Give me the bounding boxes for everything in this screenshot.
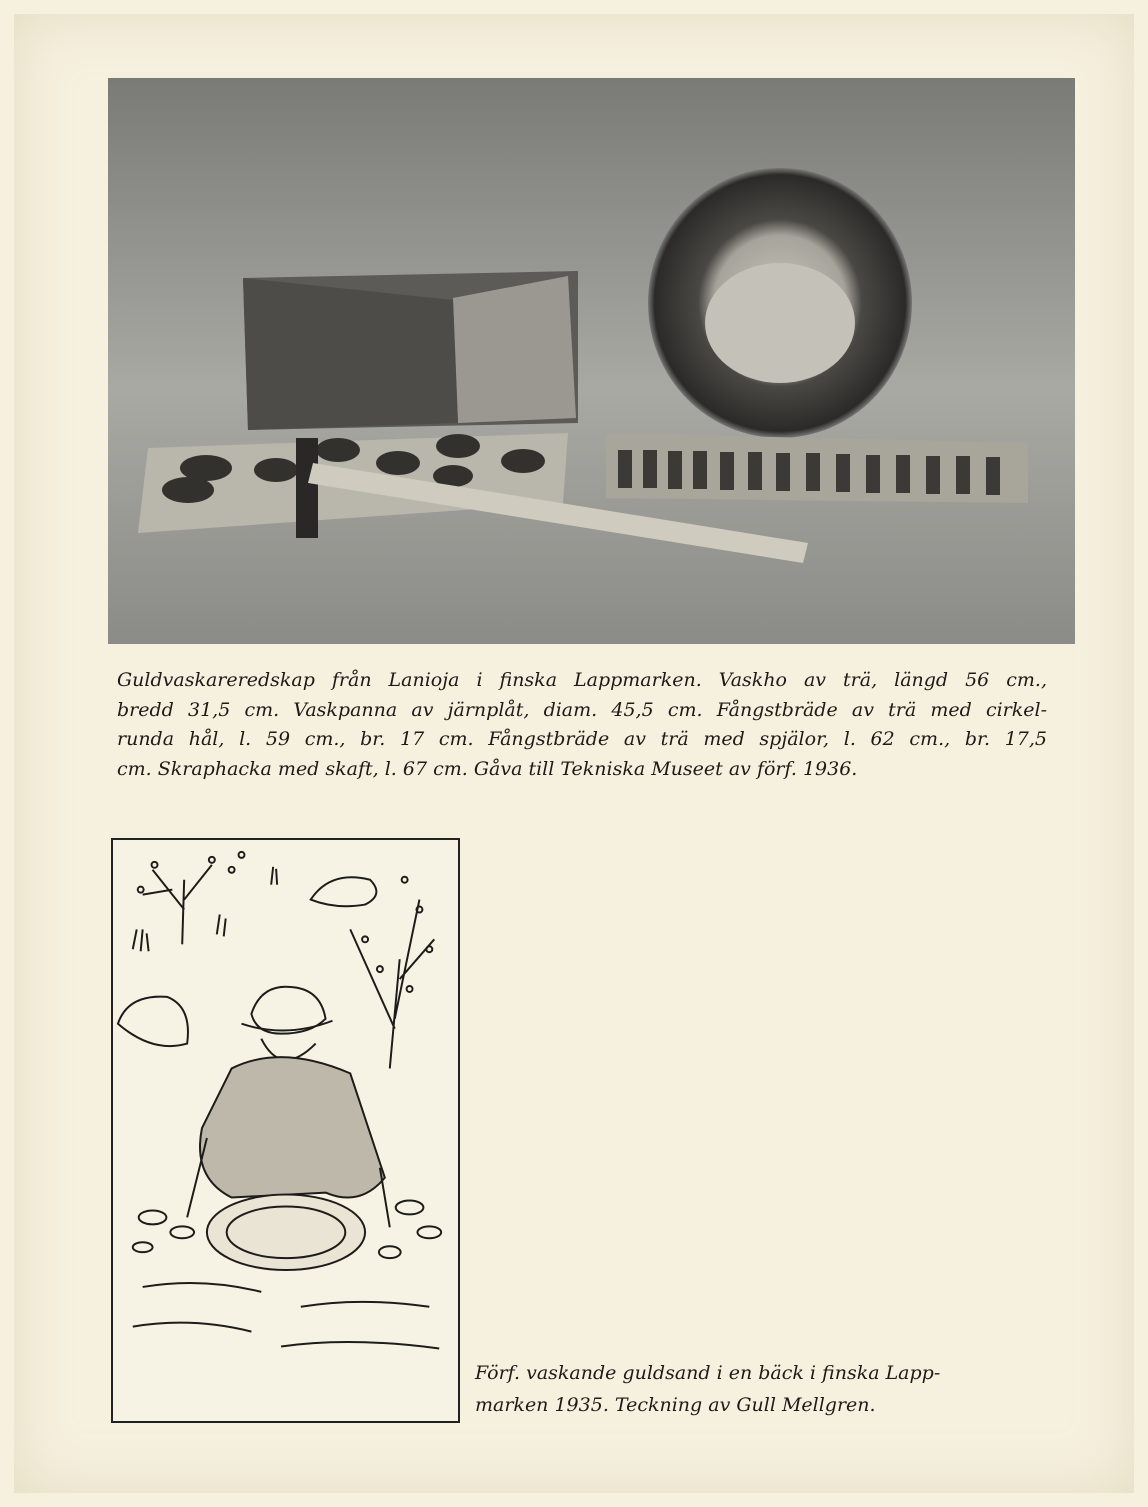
rock-sketch (118, 997, 188, 1046)
person-figure (187, 987, 390, 1228)
caption-line: cm. Skraphacka med skaft, l. 67 cm. Gåva till Tekniska Museet av förf. 1936. (117, 757, 858, 780)
rock-sketch (311, 877, 377, 906)
caption-line: Guldvaskareredskap från Lanioja i finska Lappmarken. Vaskho av trä, längd 56 cm., (117, 669, 1047, 691)
slatted-board (606, 433, 1028, 503)
caption-line: runda hål, l. 59 cm., br. 17 cm. Fångstbräde av trä med spjälor, l. 62 cm., br. 17,5 (117, 728, 1047, 750)
panning-illustration (111, 838, 460, 1423)
wooden-trough (243, 271, 578, 430)
drawing-caption (475, 1357, 945, 1421)
caption-line: bredd 31,5 cm. Vaskpanna av järnplåt, diam. 45,5 cm. Fångstbräde av trä med cirkel- (117, 698, 1047, 721)
caption-line: marken 1935. Teckning av Gull Mellgren. (475, 1394, 876, 1416)
caption-line: Förf. vaskande guldsand i en bäck i finska Lapp- (475, 1362, 941, 1384)
tree-sketch (138, 852, 245, 944)
tools-photograph (108, 78, 1075, 644)
photo-caption (117, 666, 1047, 784)
